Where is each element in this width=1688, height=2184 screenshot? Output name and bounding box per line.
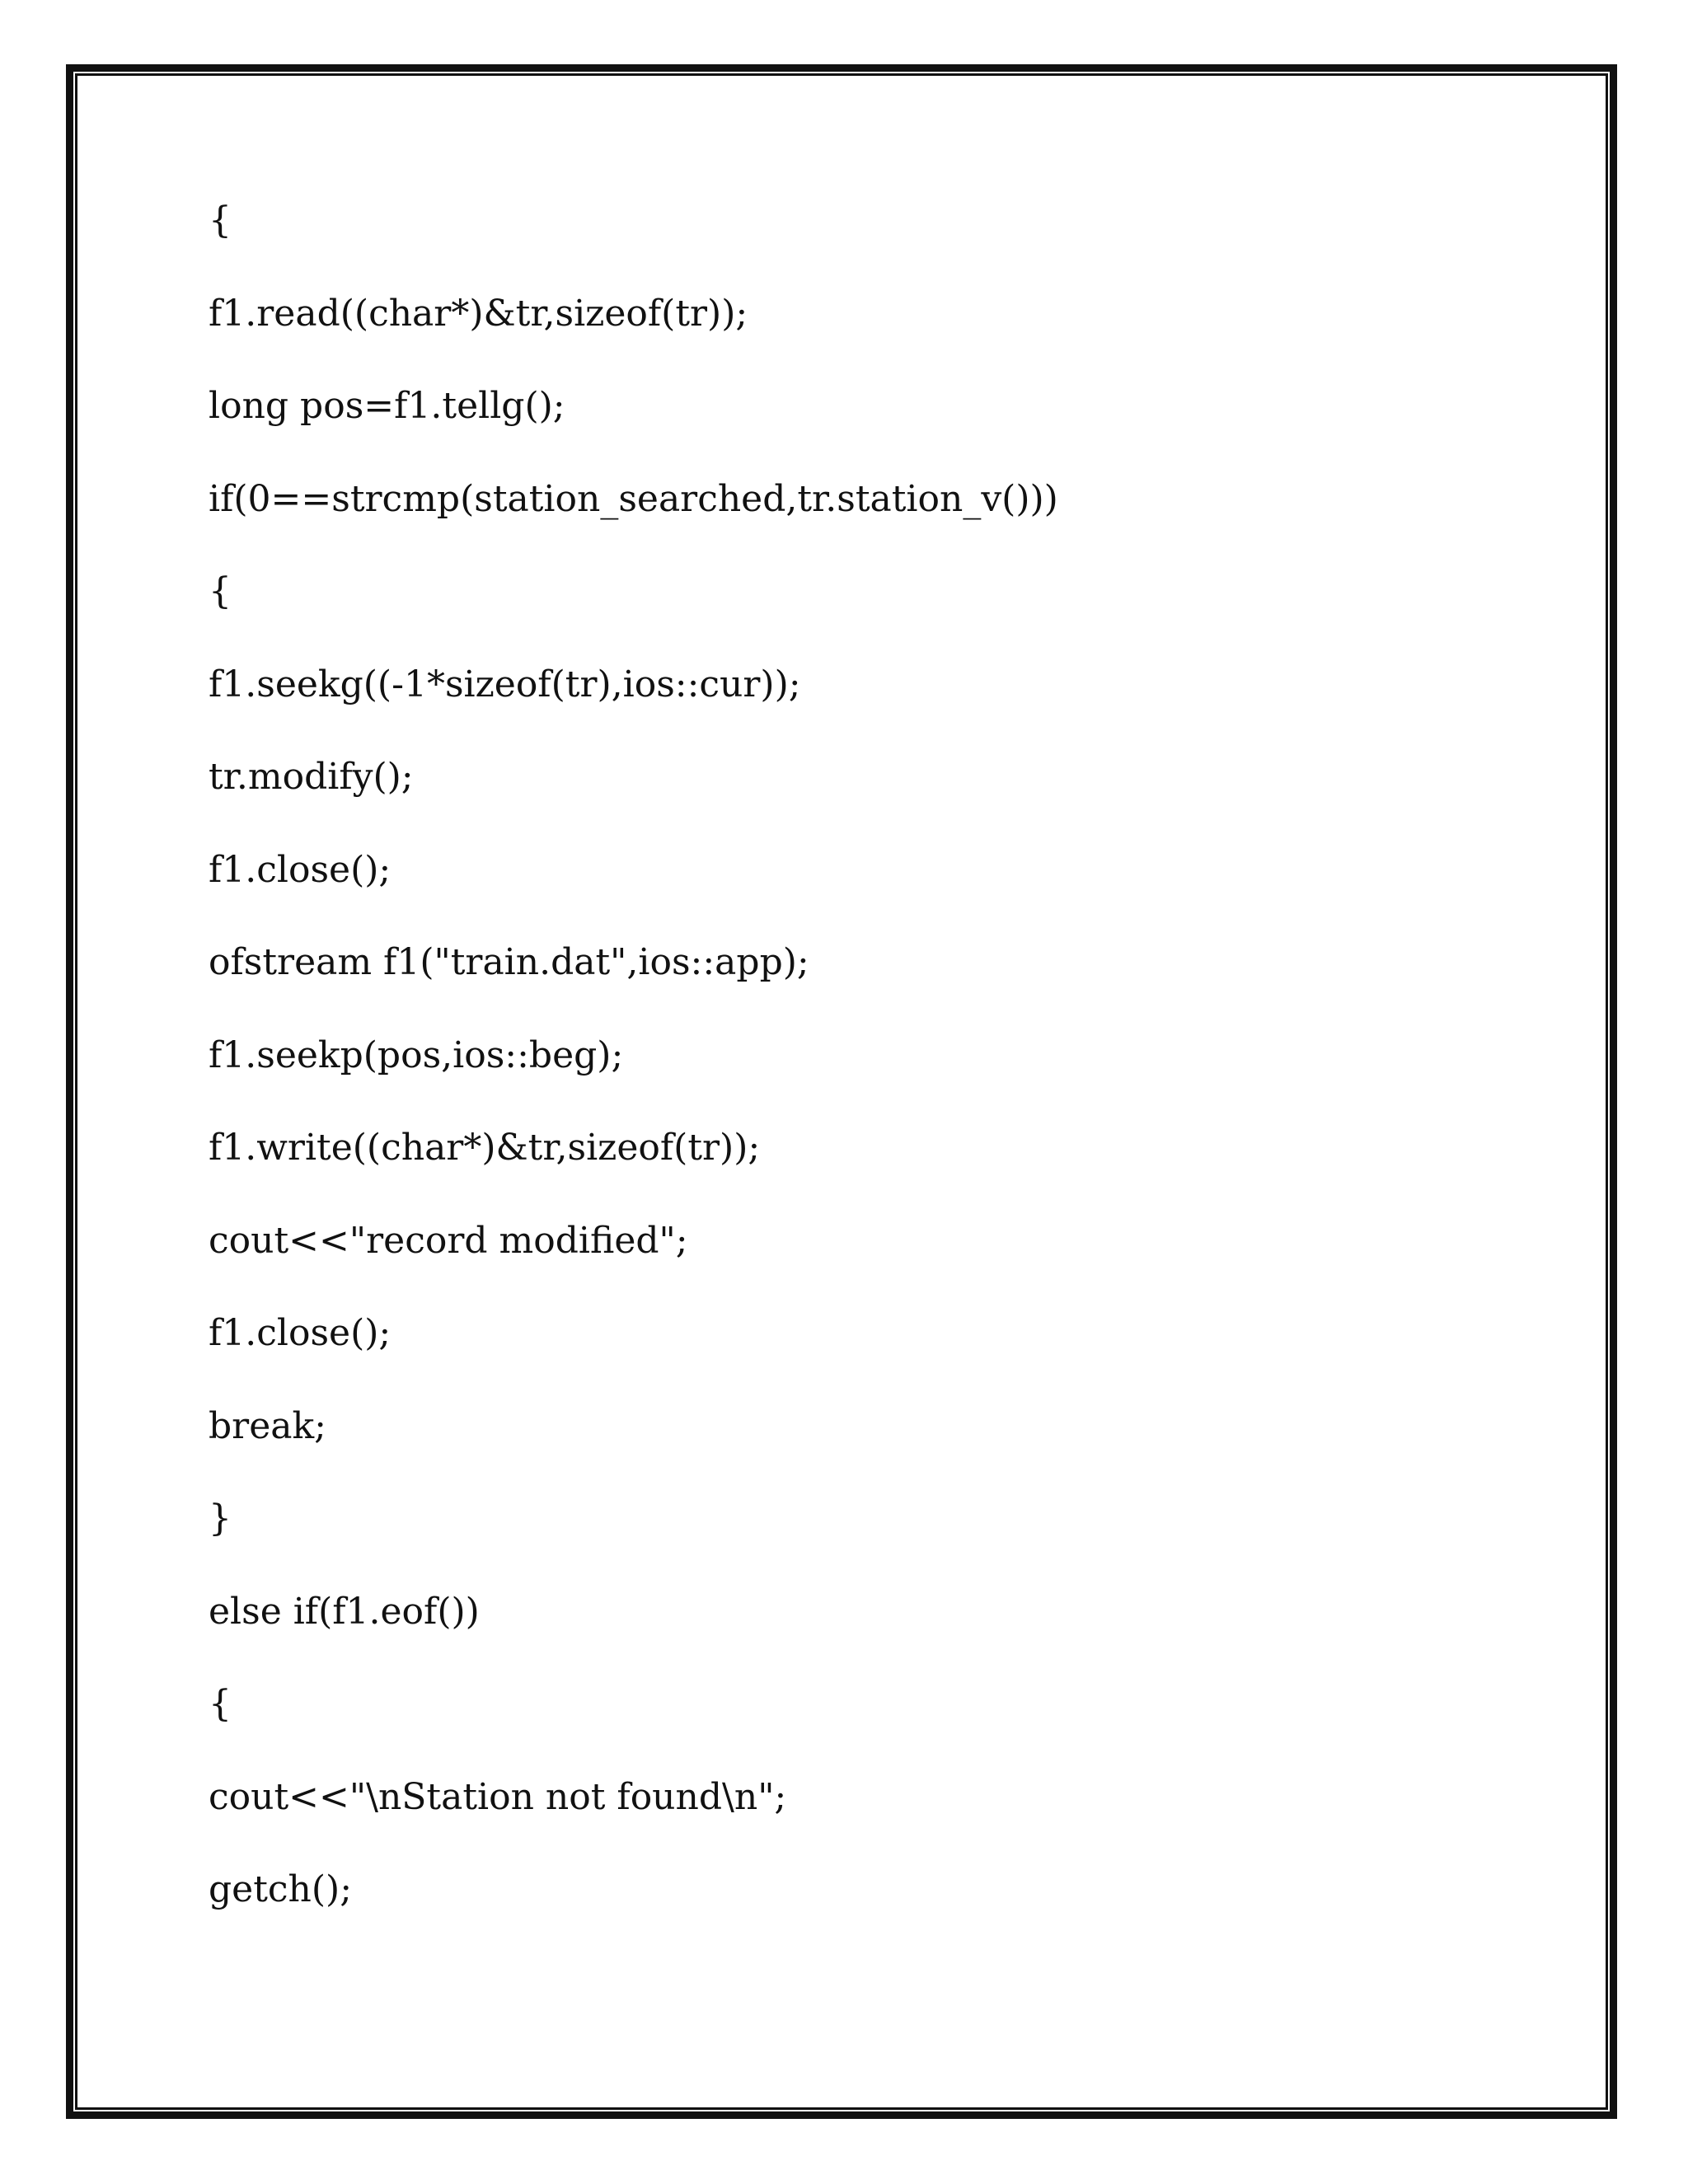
code-line: f1.seekg((-1*sizeof(tr),ios::cur)); [209,663,801,705]
code-line: f1.read((char*)&tr,sizeof(tr)); [209,292,748,335]
code-line: f1.close(); [209,1312,392,1354]
code-line: break; [209,1404,326,1447]
code-line: { [209,570,232,612]
code-line: if(0==strcmp(station_searched,tr.station_v())) [209,477,1058,520]
code-line: } [209,1497,232,1540]
code-line: cout<<"record modified"; [209,1219,688,1262]
code-line: long pos=f1.tellg(); [209,385,565,427]
code-line: f1.seekp(pos,ios::beg); [209,1033,624,1076]
code-line: else if(f1.eof()) [209,1590,480,1633]
code-line: cout<<"\nStation not found\n"; [209,1775,787,1818]
code-line: getch(); [209,1868,353,1910]
code-line: tr.modify(); [209,756,414,798]
code-line: { [209,199,232,241]
code-line: f1.write((char*)&tr,sizeof(tr)); [209,1127,761,1169]
code-listing [209,194,1058,1957]
code-line: ofstream f1("train.dat",ios::app); [209,941,809,983]
code-line: f1.close(); [209,848,392,891]
code-line: { [209,1683,232,1725]
